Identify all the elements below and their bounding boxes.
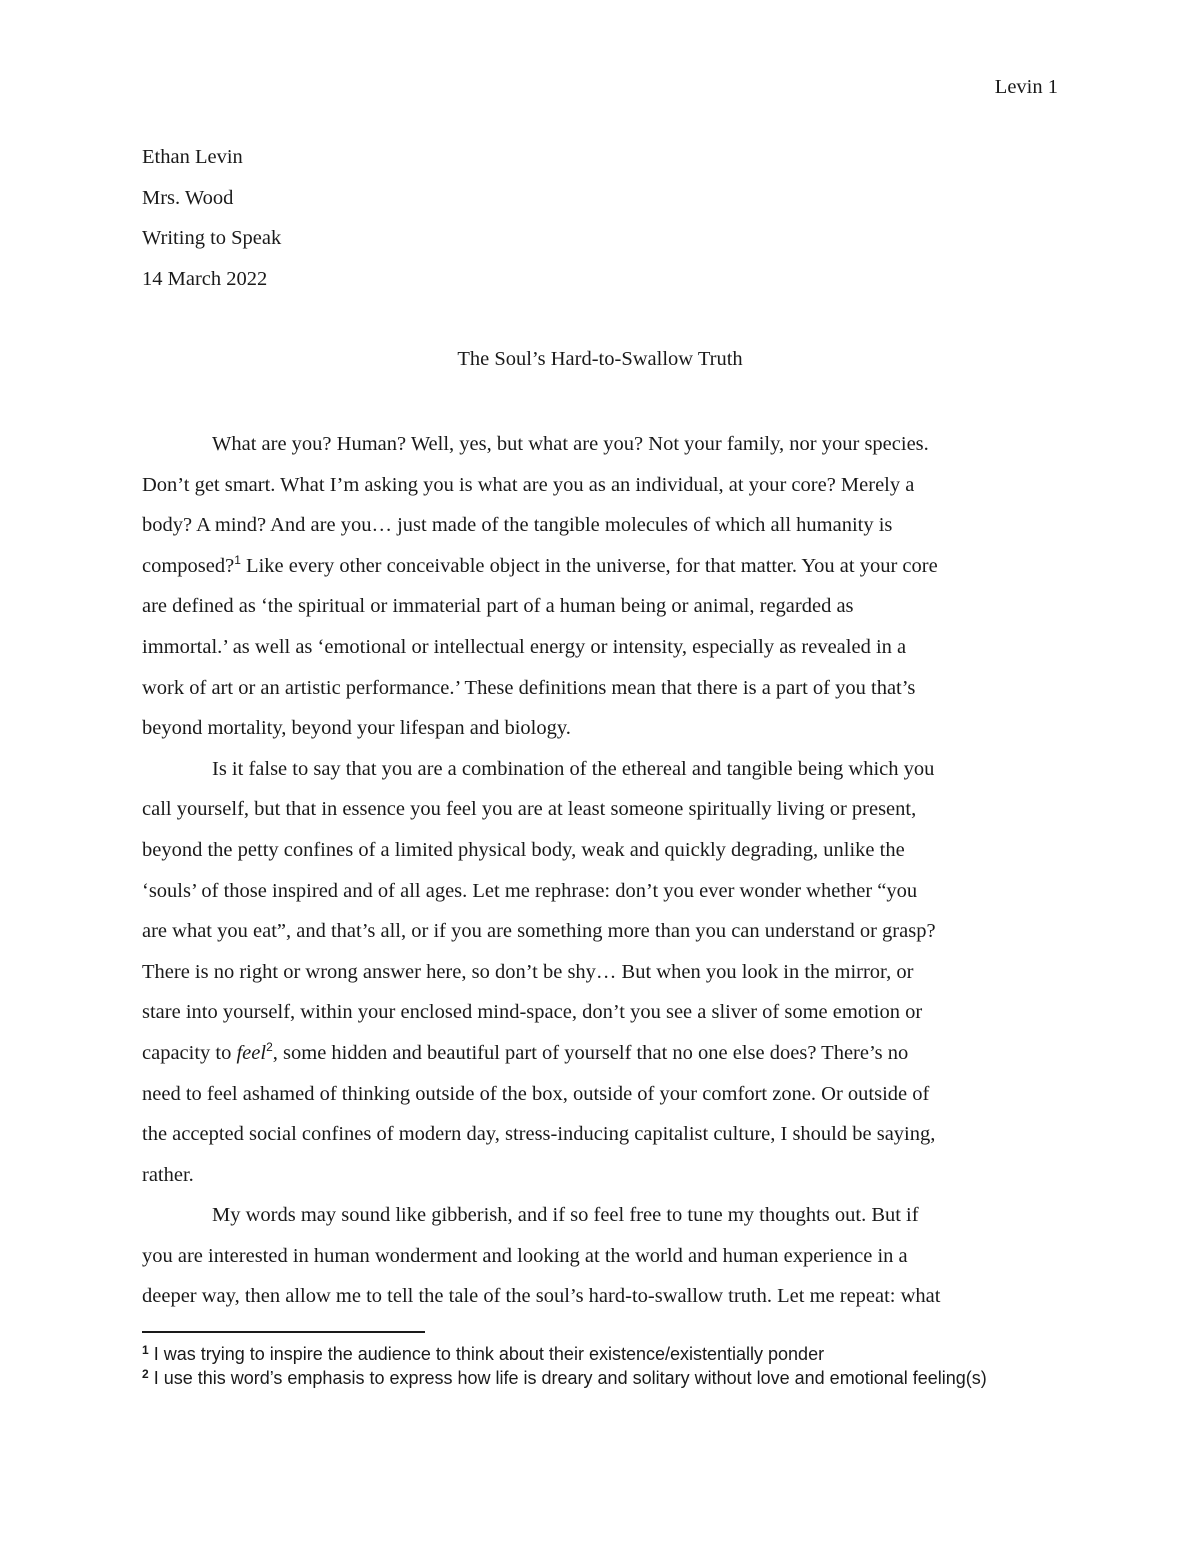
footnote-separator <box>142 1331 425 1333</box>
text-line: What are you? Human? Well, yes, but what are you? Not your family, nor your species. <box>212 433 929 455</box>
text-line: need to feel ashamed of thinking outside of the box, outside of your comfort zone. Or outside of <box>142 1082 930 1105</box>
text-line: My words may sound like gibberish, and if so feel free to tune my thoughts out. But if <box>212 1204 919 1227</box>
text-line: beyond the petty confines of a limited physical body, weak and quickly degrading, unlike the <box>142 838 905 861</box>
text-line: There is no right or wrong answer here, so don’t be shy… But when you look in the mirror, or <box>142 960 914 983</box>
essay-title: The Soul’s Hard-to-Swallow Truth <box>457 348 743 370</box>
course-name: Writing to Speak <box>142 227 282 250</box>
footnotes <box>142 1343 1022 1391</box>
text-line: you are interested in human wonderment and looking at the world and human experience in a <box>142 1244 908 1267</box>
footnote-text: I was trying to inspire the audience to think about their existence/existentially ponder <box>148 1344 825 1364</box>
footnote-item <box>142 1367 1022 1389</box>
text-line: are defined as ‘the spiritual or immaterial part of a human being or animal, regarded as <box>142 595 854 618</box>
footnote-reference[interactable]: 1 <box>234 552 241 567</box>
mla-heading <box>142 143 281 305</box>
body-paragraph <box>142 749 1058 1196</box>
author-name: Ethan Levin <box>142 146 243 168</box>
footnote-reference[interactable]: 2 <box>266 1039 273 1054</box>
text-line: ‘souls’ of those inspired and of all ages. Let me rephrase: don’t you ever wonder whether “you <box>142 879 918 902</box>
text-segment: Like every other conceivable object in the universe, for that matter. You at your core <box>240 554 938 577</box>
footnote-item <box>142 1343 1022 1365</box>
date: 14 March 2022 <box>142 267 268 290</box>
text-segment: capacity to <box>142 1041 237 1064</box>
instructor-name: Mrs. Wood <box>142 186 234 209</box>
essay-body <box>142 424 1058 1317</box>
text-line: are what you eat”, and that’s all, or if you are something more than you can understand or grasp? <box>142 920 936 943</box>
text-line: beyond mortality, beyond your lifespan and biology. <box>142 717 571 740</box>
emphasized-word: feel <box>236 1041 267 1064</box>
text-line: immortal.’ as well as ‘emotional or intellectual energy or intensity, especially as revealed in a <box>142 635 907 658</box>
text-line: the accepted social confines of modern day, stress-inducing capitalist culture, I should be saying, <box>142 1123 936 1146</box>
body-paragraph <box>142 1195 1058 1317</box>
text-line <box>142 1033 1058 1074</box>
text-line: call yourself, but that in essence you feel you are at least someone spiritually living or present, <box>142 798 917 821</box>
text-line: Don’t get smart. What I’m asking you is what are you as an individual, at your core? Merely a <box>142 473 915 496</box>
text-segment: composed? <box>142 554 235 577</box>
text-line: work of art or an artistic performance.’ These definitions mean that there is a part of you that’s <box>142 676 916 699</box>
text-line: body? A mind? And are you… just made of the tangible molecules of which all humanity is <box>142 514 893 537</box>
body-paragraph <box>142 424 1058 749</box>
footnote-number: 2 <box>142 1367 149 1381</box>
text-line: stare into yourself, within your enclosed mind-space, don’t you see a sliver of some emotion or <box>142 1001 923 1024</box>
footnote-text: I use this word’s emphasis to express how life is dreary and solitary without love and emotional feeling(s) <box>148 1368 987 1388</box>
footnote-number: 1 <box>142 1343 149 1357</box>
text-line: Is it false to say that you are a combination of the ethereal and tangible being which you <box>212 757 935 780</box>
text-line <box>142 546 1058 587</box>
running-head: Levin 1 <box>994 76 1058 98</box>
text-line: rather. <box>142 1163 194 1186</box>
text-segment: , some hidden and beautiful part of yourself that no one else does? There’s no <box>272 1041 909 1064</box>
text-line: deeper way, then allow me to tell the tale of the soul’s hard-to-swallow truth. Let me repeat: what <box>142 1285 941 1308</box>
